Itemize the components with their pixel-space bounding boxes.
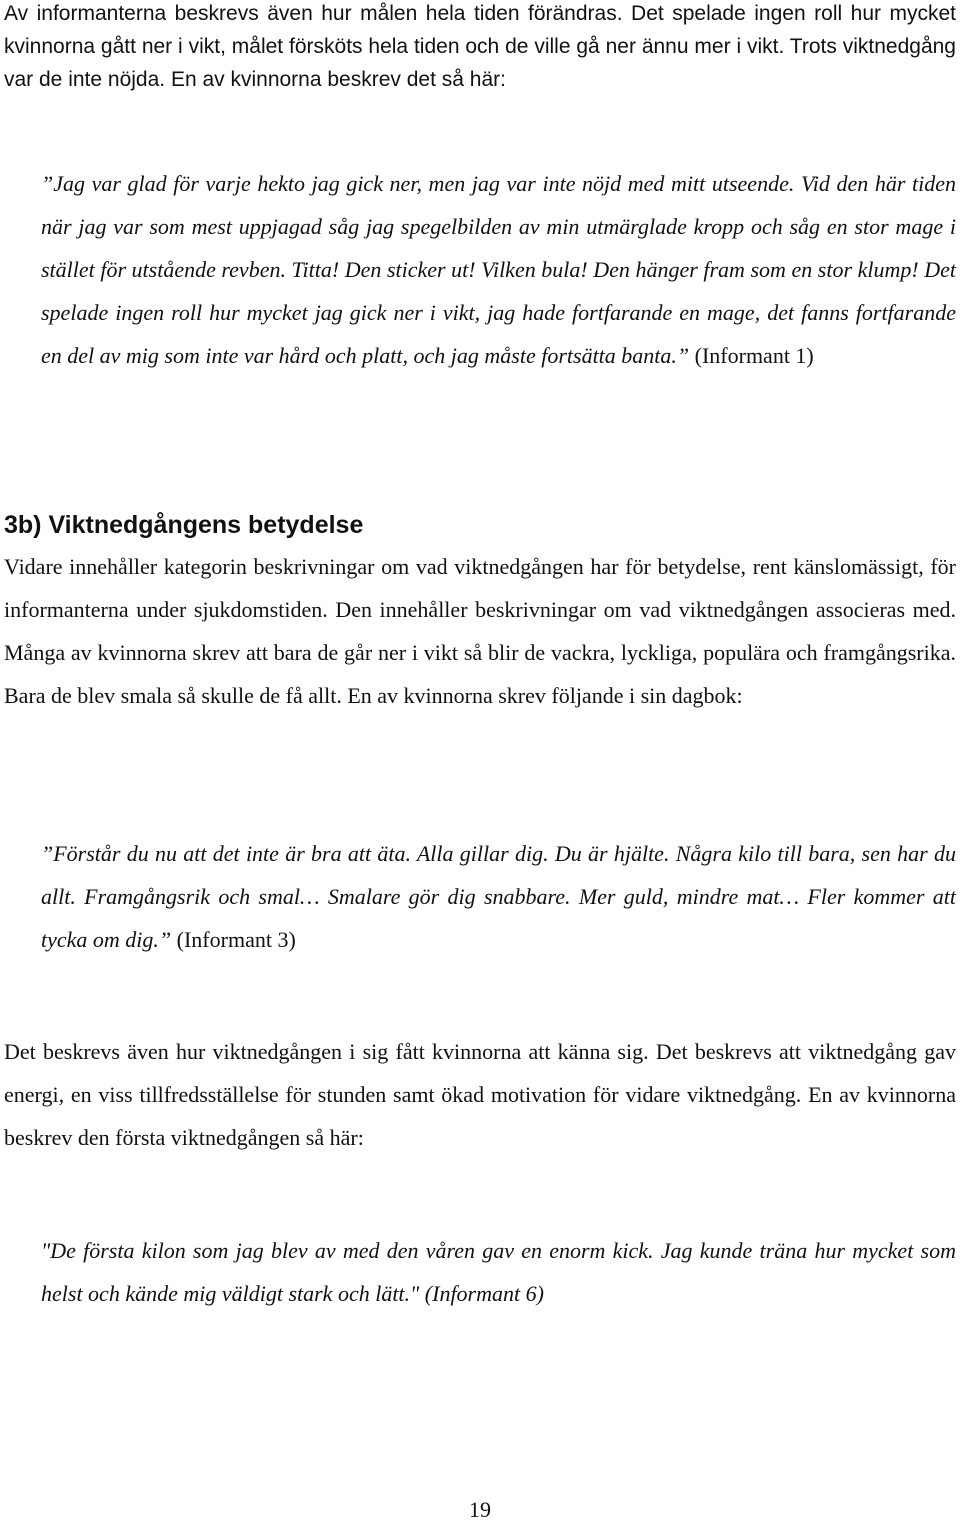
page-number: 19: [469, 1497, 491, 1522]
section-heading: 3b) Viktnedgångens betydelse: [4, 511, 364, 539]
quote-citation: (Informant 1): [694, 343, 814, 368]
body-paragraph-1: Vidare innehåller kategorin beskrivningar om vad viktnedgången har för betydelse, rent känslomässigt, för informanterna under sjukdomstiden. Den innehåller beskrivningar om vad viktnedgången associeras med. Många av kvinnorna skrev att bara de går ner i vikt så blir de vackra, lyckliga, populära och framgångsrika. Bara de blev smala så skulle de få allt. En av kvinnorna skrev följande i sin dagbok:: [4, 554, 956, 708]
quote-text: ”Jag var glad för varje hekto jag gick ner, men jag var inte nöjd med mitt utseende. Vid den här tiden när jag var som mest uppjagad såg jag spegelbilden av min utmärglade kropp och såg en stor mage i stället för utstående revben. Titta! Den sticker ut! Vilken bula! Den hänger fram som en stor klump! Det spelade ingen roll hur mycket jag gick ner i vikt, jag hade fortfarande en mage, det fanns fortfarande en del av mig som inte var hård och platt, och jag måste fortsätta banta.”: [41, 171, 956, 368]
quote-informant-3: [41, 832, 956, 961]
quote-text: ”Förstår du nu att det inte är bra att äta. Alla gillar dig. Du är hjälte. Några kilo till bara, sen har du allt. Framgångsrik och smal… Smalare gör dig snabbare. Mer guld, mindre mat… Fler kommer att tycka om dig.”: [41, 841, 956, 952]
quote-informant-6: "De första kilon som jag blev av med den våren gav en enorm kick. Jag kunde träna hur mycket som helst och kände mig väldigt stark och lätt." (Informant 6): [41, 1238, 956, 1306]
intro-paragraph: Av informanterna beskrevs även hur målen hela tiden förändras. Det spelade ingen roll hur mycket kvinnorna gått ner i vikt, målet försköts hela tiden och de ville gå ner ännu mer i vikt. Trots viktnedgång var de inte nöjda. En av kvinnorna beskrev det så här:: [4, 2, 956, 91]
quote-citation: (Informant 3): [176, 927, 296, 952]
quote-informant-1: [41, 162, 956, 377]
body-paragraph-2: Det beskrevs även hur viktnedgången i sig fått kvinnorna att känna sig. Det beskrevs att viktnedgång gav energi, en viss tillfredsställelse för stunden samt ökad motivation för vidare viktnedgång. En av kvinnorna beskrev den första viktnedgången så här:: [4, 1039, 956, 1150]
